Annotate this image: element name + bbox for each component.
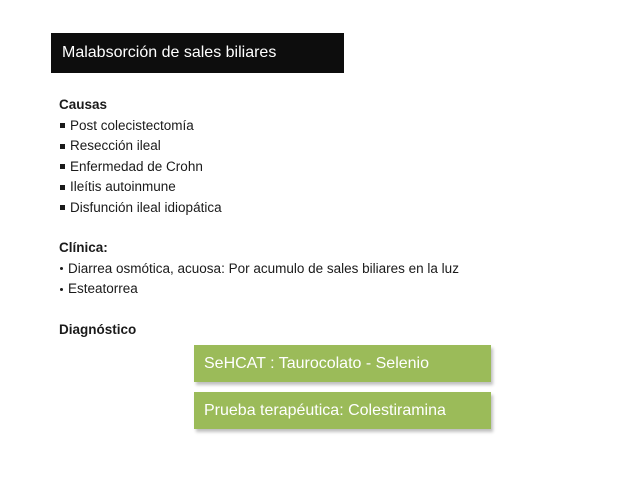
slide-title-bar [51,33,344,73]
square-bullet-icon [60,185,65,190]
square-bullet-icon [60,144,65,149]
diagnosis-heading: Diagnóstico [59,321,137,337]
cause-item-text: Disfunción ileal idiopática [70,199,222,215]
list-item [59,198,619,219]
cause-item-text: Ileítis autoinmune [70,179,176,194]
dot-bullet-icon [60,267,63,270]
cause-item-text: Enfermedad de Crohn [70,158,203,174]
square-bullet-icon [60,205,65,210]
list-item [59,259,619,280]
cause-item-text: Post colecistectomía [70,117,194,133]
causes-heading: Causas [59,97,108,112]
cause-item-text: Resección ileal [70,138,161,153]
dot-bullet-icon [60,288,63,291]
diagnosis-box-sehcat [194,345,491,382]
diagnosis-box-colestiramina [194,392,491,429]
list-item [59,157,619,178]
diagnosis-box-text: SeHCAT : Taurocolato - Selenio [204,354,430,372]
list-item [59,279,619,300]
clinical-item-text: Diarrea osmótica, acuosa: Por acumulo de sales biliares en la luz [68,260,459,276]
list-item [59,116,619,137]
clinical-item-text: Esteatorrea [68,281,138,296]
slide-title: Malabsorción de sales biliares [62,44,277,61]
list-item [59,177,619,198]
clinical-heading: Clínica: [59,240,108,255]
diagnosis-box-text: Prueba terapéutica: Colestiramina [204,401,446,419]
slide-content [59,95,619,340]
square-bullet-icon [60,164,65,169]
square-bullet-icon [60,123,65,128]
list-item [59,136,619,157]
